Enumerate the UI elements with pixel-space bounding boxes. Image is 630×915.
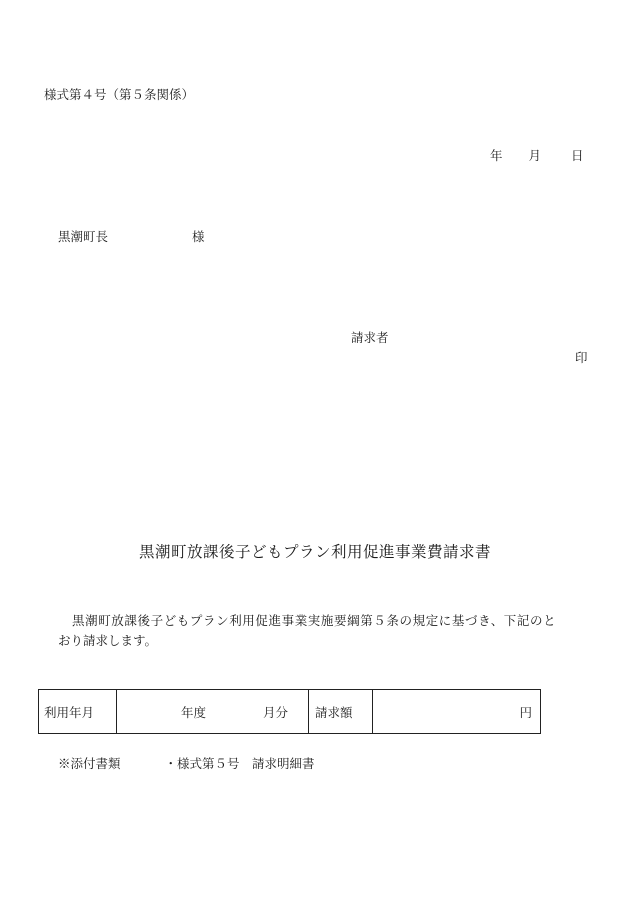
claim-amount-label: 請求額 — [309, 690, 373, 733]
currency-unit: 円 — [519, 704, 532, 720]
body-text-line1: 黒潮町放課後子どもプラン利用促進事業実施要綱第５条の規定に基づき、下記のと — [72, 613, 557, 628]
claim-amount-field[interactable] — [373, 690, 540, 733]
fiscal-year-label: 年度 — [181, 704, 207, 720]
seal-mark: 印 — [575, 350, 588, 365]
attachment-item: ・様式第５号 請求明細書 — [164, 756, 315, 771]
usage-period-label: 利用年月 — [39, 690, 117, 733]
usage-period-field[interactable] — [117, 690, 309, 733]
date-month: 月 — [528, 148, 542, 163]
date-year: 年 — [490, 148, 503, 163]
requester-label: 請求者 — [351, 330, 389, 345]
document-title: 黒潮町放課後子どもプラン利用促進事業費請求書 — [138, 543, 491, 561]
addressee — [58, 227, 205, 245]
attachments-label: ※添付書類 — [58, 756, 121, 771]
date-day: 日 — [571, 148, 584, 163]
body-text-line2: おり請求します。 — [58, 633, 158, 648]
month-portion-label: 月分 — [263, 704, 289, 720]
body-text — [58, 611, 598, 651]
form-number: 様式第４号（第５条関係） — [44, 87, 195, 102]
claim-table — [38, 689, 541, 734]
date-line — [490, 146, 584, 164]
addressee-name: 黒潮町長 — [58, 229, 109, 244]
addressee-honorific: 様 — [192, 229, 205, 244]
attachments — [58, 754, 315, 772]
